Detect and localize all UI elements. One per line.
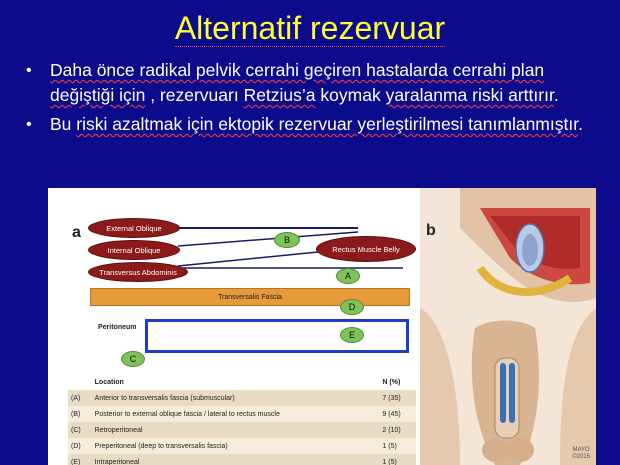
bullet-dot-icon: • (26, 116, 32, 133)
table-row (68, 422, 416, 438)
table-cell: (D) (68, 438, 92, 454)
bullet-text-2: Bu riski azaltmak için ektopik rezervuar yerleştirilmesi tanımlanmıştır. (50, 114, 583, 134)
table-cell: Retroperitoneal (92, 422, 380, 438)
table-cell: (B) (68, 406, 92, 422)
peritoneum-label: Peritoneum (98, 324, 137, 331)
table-cell: 9 (45) (379, 406, 416, 422)
internal-oblique-muscle: Internal Oblique (88, 240, 180, 260)
panel-a-diagram (48, 188, 420, 465)
marker-a: A (336, 268, 360, 284)
watermark-line: ©2015 (572, 454, 590, 460)
table-cell: (C) (68, 422, 92, 438)
table-header: N (%) (379, 374, 416, 390)
table-cell: Preperitoneal (deep to transversalis fascia) (92, 438, 380, 454)
table-cell: 1 (5) (379, 454, 416, 465)
table-cell: Intraperitoneal (92, 454, 380, 465)
table-cell: Anterior to transversalis fascia (submuscular) (92, 390, 380, 406)
marker-d: D (340, 299, 364, 315)
pelvis-anatomy-illustration (420, 188, 596, 465)
table-row (68, 406, 416, 422)
table-cell: 7 (35) (379, 390, 416, 406)
peritoneum-box (145, 319, 409, 353)
external-oblique-muscle: External Oblique (88, 218, 180, 238)
table-row (68, 454, 416, 465)
table-cell: (A) (68, 390, 92, 406)
table-header (68, 374, 92, 390)
placement-table (68, 374, 416, 465)
table-header: Location (92, 374, 380, 390)
watermark-line: MAYO (572, 447, 590, 453)
table-row (68, 390, 416, 406)
table-cell: Posterior to external oblique fascia / lateral to rectus muscle (92, 406, 380, 422)
mayo-watermark (572, 447, 590, 461)
marker-c: C (121, 351, 145, 367)
marker-e: E (340, 327, 364, 343)
bullet-dot-icon: • (26, 62, 32, 79)
transversalis-fascia-bar: Transversalis Fascia (90, 288, 410, 306)
rectus-muscle-belly: Rectus Muscle Belly (316, 236, 416, 262)
bullet-item-2 (24, 112, 604, 137)
reservoir-placement-figure (48, 188, 596, 465)
marker-b: B (274, 232, 300, 248)
bullet-text-1: Daha önce radikal pelvik cerrahi geçiren hastalarda cerrahi plan değiştiği için , rezervuarı Retzius’a koymak yaralanma riski arttırır. (50, 60, 559, 105)
table-cell: 2 (10) (379, 422, 416, 438)
bullet-item-1 (24, 58, 604, 108)
transversus-abdominis-muscle: Transversus Abdominis (88, 262, 188, 282)
slide-title: Alternatif rezervuar (174, 10, 446, 46)
panel-a-letter: a (72, 224, 81, 241)
panel-b-letter: b (426, 222, 436, 239)
table-row (68, 438, 416, 454)
panel-b-illustration (420, 188, 596, 465)
table-header-row (68, 374, 416, 390)
table-cell: (E) (68, 454, 92, 465)
table-cell: 1 (5) (379, 438, 416, 454)
bullet-list (24, 58, 604, 141)
